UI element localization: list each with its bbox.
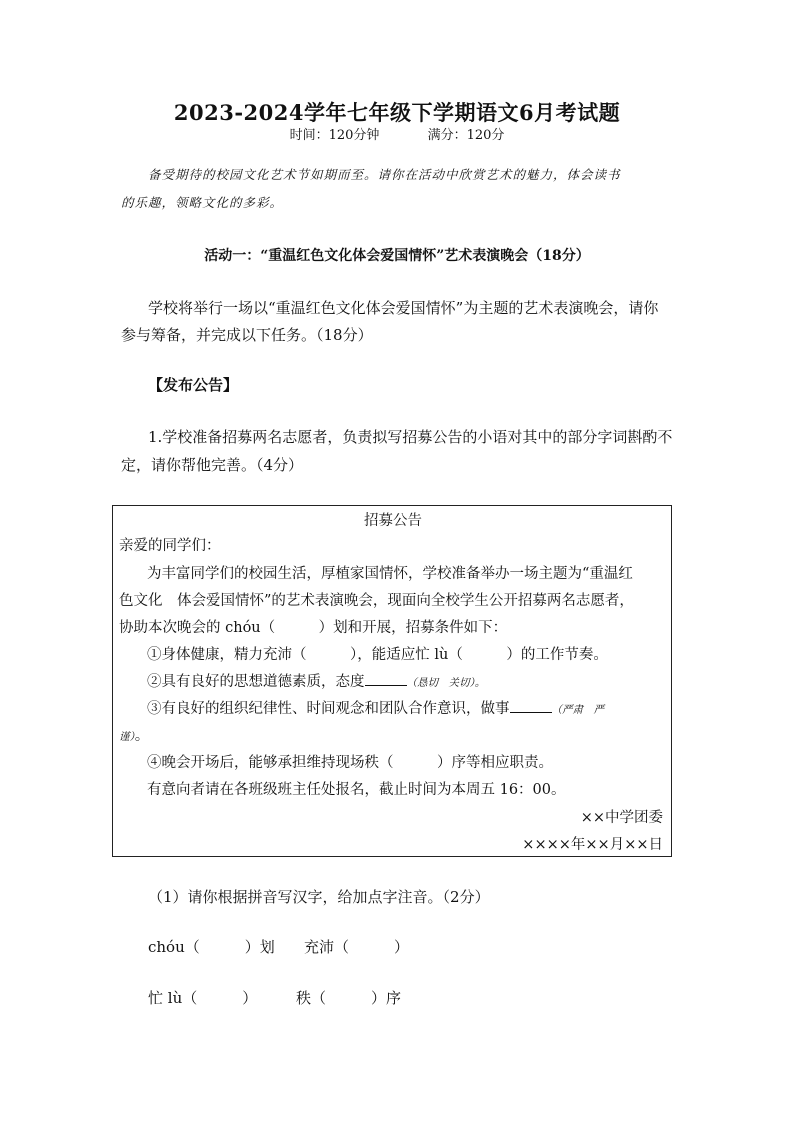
answer-blank[interactable] <box>365 684 407 686</box>
notice-deadline: 有意向者请在各班级班主任处报名，截止时间为本周五 16：00。 <box>147 782 566 798</box>
answer-blank[interactable] <box>510 711 552 713</box>
word-options: （严肃 严 <box>551 704 604 716</box>
pinyin-item[interactable]: 忙 lù（ ） <box>148 989 258 1007</box>
question-text-line: 1.学校准备招募两名志愿者，负责拟写招募公告的小语对其中的部分字词斟酌不 <box>148 428 673 446</box>
recruitment-notice-box <box>112 505 672 857</box>
activity-heading: 活动一：“重温红色文化体会爱国情怀”艺术表演晚会（18分） <box>204 248 590 264</box>
exam-info-line <box>0 124 794 143</box>
notice-date: ××××年××月××日 <box>522 837 663 853</box>
exam-title: 2023-2024学年七年级下学期语文6月考试题 <box>173 100 621 125</box>
pinyin-item[interactable]: 秩（ ）序 <box>296 989 402 1007</box>
condition-text: ③有良好的组织纪律性、时间观念和团队合作意识，做事 <box>147 701 510 717</box>
notice-greeting: 亲爱的同学们： <box>119 538 221 554</box>
notice-paragraph-line: 色文化 体会爱国情怀”的艺术表演晚会，现面向全校学生公开招募两名志愿者， <box>119 593 634 609</box>
intro-text-line: 的乐趣，领略文化的多彩。 <box>121 195 284 210</box>
pinyin-item[interactable]: chóu（ ）划 <box>148 938 275 956</box>
notice-condition-3 <box>147 697 604 718</box>
notice-paragraph-line: 协助本次晚会的 chóu（ ）划和开展，招募条件如下： <box>119 620 508 636</box>
word-options: （恳切 关切）。 <box>406 677 486 689</box>
intro-text-line: 备受期待的校园文化艺术节如期而至。请你在活动中欣赏艺术的魅力，体会读书 <box>148 167 621 182</box>
notice-paragraph-line: 为丰富同学们的校园生活，厚植家国情怀，学校准备举办一场主题为“重温红 <box>147 566 633 582</box>
question-text-line: 定，请你帮他完善。（4分） <box>121 456 304 474</box>
exam-time: 时间：120分钟 <box>289 128 380 143</box>
notice-condition-1: ①身体健康，精力充沛（ ），能适应忙 lù（ ）的工作节奏。 <box>147 647 608 663</box>
condition-end: 。 <box>134 728 150 744</box>
notice-organization: ××中学团委 <box>580 810 663 826</box>
condition-text: ②具有良好的思想道德素质，态度 <box>147 674 365 690</box>
word-options-cont: 谨） <box>119 731 135 743</box>
section-header: 【发布公告】 <box>148 376 239 394</box>
pinyin-item[interactable]: 充沛（ ） <box>304 938 410 956</box>
sub-question-instruction: （1）请你根据拼音写汉字，给加点字注音。（2分） <box>148 888 490 906</box>
notice-title: 招募公告 <box>364 513 422 529</box>
notice-condition-3-cont <box>119 724 149 745</box>
notice-condition-4: ④晚会开场后，能够承担维持现场秩（ ）序等相应职责。 <box>147 755 553 771</box>
notice-condition-2 <box>147 670 485 691</box>
activity-paragraph-line: 参与筹备，并完成以下任务。（18分） <box>121 326 373 344</box>
exam-score: 满分：120分 <box>427 128 505 143</box>
activity-paragraph-line: 学校将举行一场以“重温红色文化体会爱国情怀”为主题的艺术表演晚会，请你 <box>148 299 659 317</box>
